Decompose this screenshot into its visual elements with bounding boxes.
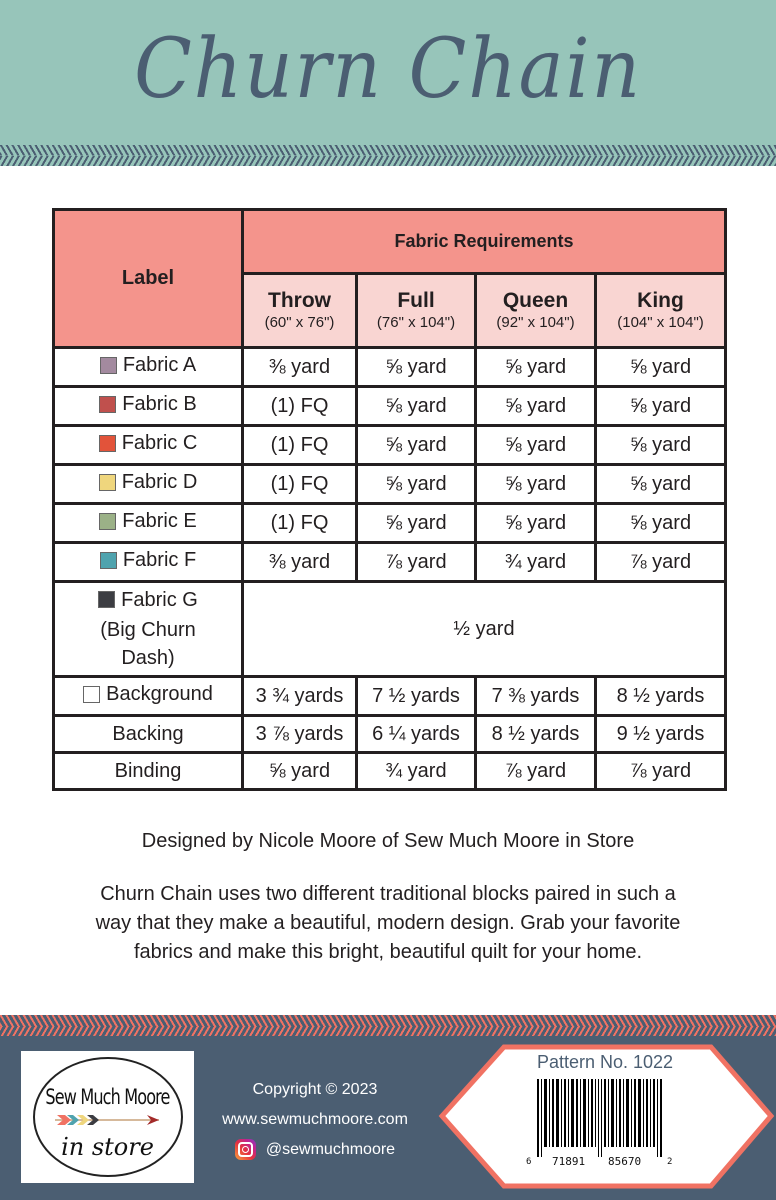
pattern-number: Pattern No. 1022 (536, 1052, 674, 1072)
fabric-a-swatch-icon (100, 357, 117, 374)
table-row-fabric-g (54, 582, 726, 677)
table-row-fabric-a (54, 348, 726, 387)
row-label: Backing (54, 716, 243, 753)
cell-throw: ⅜ yard (243, 348, 357, 387)
chevron-divider-top (0, 145, 776, 166)
chevron-divider-bottom (0, 1015, 776, 1037)
cell-full: 6 ¼ yards (357, 716, 476, 753)
cell-queen: 8 ½ yards (476, 716, 596, 753)
table-row-fabric-d (54, 465, 726, 504)
barcode-check-digit: 2 (667, 1157, 673, 1167)
row-label: Binding (54, 753, 243, 790)
cell-queen: ¾ yard (476, 543, 596, 582)
cell-king: ⅞ yard (596, 753, 726, 790)
row-label: Fabric B (122, 393, 197, 415)
website-link[interactable]: www.sewmuchmoore.com (222, 1111, 408, 1128)
table-row-backing (54, 716, 726, 753)
fabric-requirements-header: Fabric Requirements (243, 210, 726, 274)
fabric-e-swatch-icon (99, 513, 116, 530)
label-column-header: Label (54, 210, 243, 348)
instagram-icon (235, 1139, 256, 1160)
header-band (0, 0, 776, 146)
row-label: Background (106, 683, 213, 705)
fabric-d-swatch-icon (99, 474, 116, 491)
barcode-left-digits: 71891 (552, 1155, 586, 1168)
cell-full: ⅞ yard (357, 543, 476, 582)
cell-full: ⅝ yard (357, 387, 476, 426)
cell-king: ⅞ yard (596, 543, 726, 582)
cell-king: ⅝ yard (596, 504, 726, 543)
cell-throw: (1) FQ (243, 465, 357, 504)
cell-throw: ⅜ yard (243, 543, 357, 582)
cell-throw: (1) FQ (243, 387, 357, 426)
cell-throw: 3 ⅞ yards (243, 716, 357, 753)
arrow-icon (55, 1115, 165, 1125)
barcode-right-digits: 85670 (608, 1155, 642, 1168)
brand-logo (21, 1051, 194, 1183)
cell-queen: 7 ⅜ yards (476, 677, 596, 716)
cell-full: ⅝ yard (357, 348, 476, 387)
cell-full: ⅝ yard (357, 465, 476, 504)
table-row-binding (54, 753, 726, 790)
cell-king: 9 ½ yards (596, 716, 726, 753)
cell-queen: ⅝ yard (476, 426, 596, 465)
fabric-f-swatch-icon (100, 552, 117, 569)
cell-throw: ⅝ yard (243, 753, 357, 790)
cell-king: 8 ½ yards (596, 677, 726, 716)
cell-king: ⅝ yard (596, 348, 726, 387)
row-label: Fabric A (122, 354, 197, 376)
fabric-g-swatch-icon (98, 591, 115, 608)
row-label: Fabric D (121, 471, 198, 493)
logo-text-top: Sew Much Moore (45, 1085, 170, 1109)
size-header-queen: Queen (92" x 104") (476, 274, 596, 348)
cell-all-sizes: ½ yard (243, 582, 726, 677)
fabric-c-swatch-icon (99, 435, 116, 452)
table-row-fabric-f (54, 543, 726, 582)
cell-full: 7 ½ yards (357, 677, 476, 716)
cell-king: ⅝ yard (596, 465, 726, 504)
cell-full: ⅝ yard (357, 426, 476, 465)
table-row-fabric-e (54, 504, 726, 543)
fabric-b-swatch-icon (99, 396, 116, 413)
cell-throw: 3 ¾ yards (243, 677, 357, 716)
row-label: Fabric C (121, 432, 198, 454)
barcode-lead-digit: 6 (526, 1157, 532, 1167)
instagram-handle[interactable]: @sewmuchmoore (200, 1135, 430, 1165)
cell-king: ⅝ yard (596, 387, 726, 426)
cell-queen: ⅝ yard (476, 387, 596, 426)
pattern-description: Churn Chain uses two different traditional blocks paired in such a way that they make a beautiful, modern design. Grab your favorite fabrics and make this bright, beautiful quilt for your home. (95, 883, 681, 963)
cell-queen: ⅞ yard (476, 753, 596, 790)
barcode-icon (537, 1079, 663, 1157)
pattern-title: Churn Chain (134, 22, 642, 117)
row-label: Fabric F (122, 549, 197, 571)
cell-queen: ⅝ yard (476, 504, 596, 543)
logo-text-bottom: in store (61, 1133, 154, 1161)
row-label-line3: Dash) (121, 647, 175, 670)
table-row-fabric-b (54, 387, 726, 426)
cell-full: ¾ yard (357, 753, 476, 790)
size-header-king: King (104" x 104") (596, 274, 726, 348)
fabric-requirements-table (52, 208, 727, 791)
size-header-throw: Throw (60" x 76") (243, 274, 357, 348)
cell-throw: (1) FQ (243, 504, 357, 543)
designer-credit: Designed by Nicole Moore of Sew Much Moore in Store (141, 830, 635, 852)
contact-info (200, 1075, 430, 1165)
background-swatch-icon (83, 686, 100, 703)
table-row-fabric-c (54, 426, 726, 465)
row-label: Fabric G (121, 588, 198, 611)
table-row-background (54, 677, 726, 716)
row-label-line2: (Big Churn (100, 619, 196, 642)
cell-king: ⅝ yard (596, 426, 726, 465)
cell-full: ⅝ yard (357, 504, 476, 543)
cell-throw: (1) FQ (243, 426, 357, 465)
cell-queen: ⅝ yard (476, 465, 596, 504)
cell-queen: ⅝ yard (476, 348, 596, 387)
row-label: Fabric E (122, 510, 197, 532)
copyright-text: Copyright © 2023 (252, 1081, 378, 1098)
size-header-full: Full (76" x 104") (357, 274, 476, 348)
